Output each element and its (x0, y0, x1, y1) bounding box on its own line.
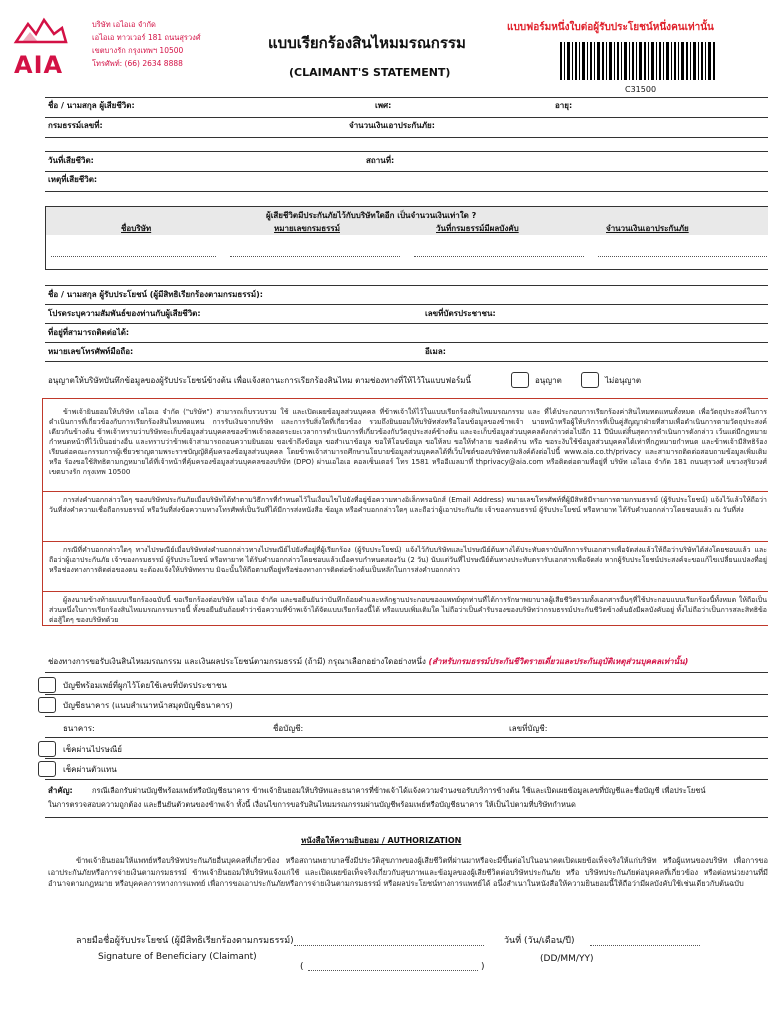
sex-label: เพศ: (375, 101, 392, 110)
signature-label-en: Signature of Beneficiary (Claimant) (98, 952, 257, 962)
column-company: ชื่อบริษัท (121, 224, 152, 233)
contact-address-label: ที่อยู่ที่สามารถติดต่อได้: (48, 328, 130, 337)
printed-name-field[interactable] (308, 970, 478, 971)
account-name-label: ชื่อบัญชี: (273, 724, 304, 733)
column-sum-insured: จำนวนเงินเอาประกันภัย (606, 224, 689, 233)
name-close-paren: ) (481, 962, 485, 972)
divider (45, 716, 768, 717)
mobile-label: หมายเลขโทรศัพท์มือถือ: (48, 347, 134, 356)
divider (43, 541, 768, 542)
date-format: (DD/MM/YY) (540, 954, 594, 964)
divider (45, 191, 768, 192)
bank-account-checkbox[interactable] (38, 697, 56, 713)
aia-logo (10, 8, 70, 80)
promptpay-label: บัญชีพร้อมเพย์ที่ผูกไว้โดยใช้เลขที่บัตรประชาชน (63, 681, 227, 690)
company-field[interactable] (51, 256, 216, 257)
account-number-label: เลขที่บัญชี: (509, 724, 548, 733)
divider (45, 342, 768, 343)
authorization-title: หนังสือให้ความยินยอม / AUTHORIZATION (301, 836, 462, 845)
id-card-label: เลขที่บัตรประชาชน: (425, 309, 496, 318)
signature-label: ลายมือชื่อผู้รับประโยชน์ (ผู้มีสิทธิเรียกร้องตามกรมธรรม์) (76, 936, 294, 946)
policy-number-field[interactable] (230, 256, 400, 257)
cheque-agent-label: เช็คผ่านตัวแทน (63, 765, 117, 774)
divider (45, 304, 768, 305)
form-title-en: (CLAIMANT'S STATEMENT) (289, 66, 451, 79)
important-label: สำคัญ: (48, 786, 73, 795)
divider (45, 97, 768, 98)
important-note-line1: กรณีเลือกรับผ่านบัญชีพร้อมเพย์หรือบัญชีธนาคาร ข้าพเจ้ายินยอมให้บริษัทและธนาคารที่ข้าพเจ้าได้แจ้งความจำนงขอรับบริการข้างต้น ใช้และเปิดเผยข้อมูลเลขที่บัญชีและชื่อบัญชี เพื่อประโยชน์ (92, 786, 706, 795)
divider (45, 137, 768, 138)
signature-field[interactable] (294, 945, 484, 946)
declaration-paragraph: ผู้ลงนามข้างท้ายแบบเรียกร้องฉบับนี้ ขอเรียกร้องต่อบริษัท เอไอเอ จำกัด และขอยืนยันว่าบันทึกถ้อยคำและหลักฐานประกอบของแพทย์ทุกท่านที่ได้การรักษาพยาบาลผู้เสียชีวิตรวมทั้งเอกสารอื่นๆที่ใช้ประกอบแบบเรียกร้องนี้ทั้งหมด ให้ถือเป็นส่วนหนึ่งในการเรียกร้องสินไหมมรณกรรมรายนี้ ทั้งขอยืนยันถ้อยคำว่าข้อความที่ข้าพเจ้าได้จัดแบบเรียกร้องนี้ได้ หรือแบบเพิ่มเติมใด ไม่ถือว่าเป็นคำรับรองของบริษัทว่ากรมธรรม์ประกันชีวิตข้างต้นยังมีผลบังคับอยู่ ทั้งไม่ถือว่าเป็นการสละสิทธิข้อต่อสู้ใดๆ ของบริษัทด้วย (49, 596, 767, 624)
deny-label: ไม่อนุญาต (605, 376, 642, 385)
deny-checkbox[interactable] (581, 372, 599, 388)
allow-checkbox[interactable] (511, 372, 529, 388)
cheque-mail-label: เช็คผ่านไปรษณีย์ (63, 745, 122, 754)
company-phone: โทรศัพท์: (66) 2634 8888 (92, 59, 183, 68)
barcode (560, 42, 716, 80)
divider (45, 323, 768, 324)
privacy-paragraph: ข้าพเจ้ายินยอมให้บริษัท เอไอเอ จำกัด ("บริษัท") สามารถเก็บรวบรวม ใช้ และเปิดเผยข้อมูลส่วนบุคคล ที่ข้าพเจ้าให้ไว้ในแบบเรียกร้องสินไหมมรณกรรม และ ที่ได้ประกอบการเรียกร้องค่าสินไหมทดแทนทั้งหมด เพื่อวัตถุประสงค์ในการดำเนินการที่เกี่ยวข้องกับการเรียกร้องสินไหมทดแทน การรับเงินจากบริษัท และการรับสิ่งใดที่เกี่ยวข้อง รวมถึงยินยอมให้บริษัทส่งหรือโอนข้อมูลของข้าพเจ้า นายหน้าหรือผู้ให้บริการที่เป็นคู่สัญญาฝ่ายที่สามเพื่อดำเนินการตามวัตถุประสงค์เดียวกันข้างต้น ข้าพเจ้าทราบว่าบริษัทจะเก็บข้อมูลส่วนบุคคลของข้าพเจ้าตลอดระยะเวลาการดำเนินการที่เกี่ยวข้องกับวัตถุประสงค์ข้างต้น และจะเก็บข้อมูลส่วนบุคคลดังกล่าวต่อไปอีก 11 ปีนับแต่สิ้นสุดการดำเนินการดังกล่าว เว้นแต่มีกฎหมายกำหนดหน้าที่ไว้เป็นอย่างอื่น และทราบว่าข้าพเจ้าสามารถถอนความยินยอม ขอเข้าถึงข้อมูล ขอสำเนาข้อมูล ขอให้โอนข้อมูล ขอให้ลบ ขอให้ทำลาย ขอคัดค้าน หรือ ขอระงับใช้ข้อมูลส่วนบุคคลได้เท่าที่กฎหมายกำหนด และข้าพเจ้ามีสิทธิร้องเรียนต่อคณะกรรมการผู้เชี่ยวชาญตามพระราชบัญญัติคุ้มครองข้อมูลส่วนบุคคล โดยข้าพเจ้าสามารถศึกษานโยบายข้อมูลส่วนบุคคลได้ที่เว็บไซต์ของบริษัทตามลิงค์ดังต่อไปนี้ www.aia.co.th/privacy และสามารถติดต่อสอบถามข้อมูลเพิ่มเติม หรือ ร้องขอใช้สิทธิตามกฎหมายได้ที่เจ้าหน้าที่คุ้มครองข้อมูลส่วนบุคคลของบริษัท (DPO) ผ่านเอไอเอ คอลเซ็นเตอร์ โทร 1581 หรืออีเมลมาที่ thprivacy@aia.com หรือติดต่อตามที่อยู่ที่ บริษัท เอไอเอ จำกัด 181 ถนนสุรวงศ์ แขวงสุริยวงศ์ เขตบางรัก กรุงเทพ 10500 (49, 408, 767, 476)
divider (43, 591, 768, 592)
allow-label: อนุญาต (535, 376, 562, 385)
divider (45, 737, 768, 738)
divider (45, 817, 768, 818)
notice-mail-paragraph: กรณีที่คำบอกกล่าวใดๆ ทางไปรษณีย์เมื่อบริษัทส่งคำบอกกล่าวทางไปรษณีย์ไปยังที่อยู่ที่ผู้เรียกร้อง (ผู้รับประโยชน์) แจ้งไว้กับบริษัทและไปรษณีย์ต้นทางได้ประทับตราบันทึกการรับเอกสารเพื่อจัดส่งแล้วให้ถือว่าบริษัทได้ส่งโดยชอบแล้ว และถือว่าผู้เอาประกันภัย เจ้าของกรมธรรม์ ผู้รับประโยชน์ หรือทายาท ได้รับคำบอกกล่าวโดยชอบแล้วเมื่อครบกำหนดสองวัน (2 วัน) นับแต่วันที่ไปรษณีย์ต้นทางประทับตรารับเอกสารเพื่อจัดส่ง หากผู้รับประโยชน์ประสงค์จะขอแก้ไขเปลี่ยนแปลงที่อยู่หรือช่องทางการติดต่อของตน จะต้องแจ้งให้บริษัททราบ มิฉะนั้นให้ถือตามที่อยู่หรือช่องทางการติดต่อข้างต้นเป็นหลักในการส่งคำบอกกล่าว (49, 546, 767, 574)
company-name: บริษัท เอไอเอ จำกัด (92, 20, 156, 29)
divider (45, 171, 768, 172)
sum-insured-label: จำนวนเงินเอาประกันภัย: (349, 121, 435, 130)
promptpay-checkbox[interactable] (38, 677, 56, 693)
beneficiary-name-label: ชื่อ / นามสกุล ผู้รับประโยชน์ (ผู้มีสิทธิเรียกร้องตามกรมธรรม์): (48, 290, 263, 299)
cause-of-death-label: เหตุที่เสียชีวิต: (48, 175, 98, 184)
payment-intro-note: (สำหรับกรมธรรม์ประกันชีวิตรายเดี่ยวและประกันอุบัติเหตุส่วนบุคคลเท่านั้น) (428, 657, 689, 666)
form-title: แบบเรียกร้องสินไหมมรณกรรม (268, 34, 466, 52)
divider (45, 361, 768, 362)
divider (45, 779, 768, 780)
divider (45, 758, 768, 759)
death-date-label: วันที่เสียชีวิต: (48, 156, 94, 165)
column-policy-number: หมายเลขกรมธรรม์ (274, 224, 340, 233)
date-label: วันที่ (วัน/เดือน/ปี) (504, 936, 575, 946)
policy-number-label: กรมธรรม์เลขที่: (48, 121, 103, 130)
divider (45, 117, 768, 118)
one-beneficiary-notice: แบบฟอร์มหนึ่งใบต่อผู้รับประโยชน์หนึ่งคนเท่านั้น (507, 22, 714, 33)
name-open-paren: ( (300, 962, 304, 972)
bank-account-label: บัญชีธนาคาร (แนบสำเนาหน้าสมุดบัญชีธนาคาร) (63, 701, 233, 710)
relationship-label: โปรดระบุความสัมพันธ์ของท่านกับผู้เสียชีวิต: (48, 309, 201, 318)
divider (45, 151, 768, 152)
authorization-text: ข้าพเจ้ายินยอมให้แพทย์หรือบริษัทประกันภัยอื่นบุคคลที่เกี่ยวข้อง หรือสถานพยาบาลซึ่งมีประวัติสุขภาพของผู้เสียชีวิตที่ผ่านมาหรือจะมีขึ้นต่อไปในอนาคตเปิดเผยข้อเท็จจริงให้แก่บริษัท หรือผู้แทนของบริษัท เพื่อการขอเอาประกันภัยหรือการจ่ายเงินตามกรมธรรม์ ข้าพเจ้ายินยอมให้บริษัทแจ้งแก่ใช้ และเปิดเผยข้อเท็จจริงเกี่ยวกับสุขภาพและข้อมูลของผู้เสียชีวิตต่อบริษัทประกันภัย หรือ บริษัทประกันภัยต่อบุคคลที่เกี่ยวข้อง หรือต่อหน่วยงานที่มีอำนาจตามกฎหมาย หรือบุคคลการทางการแพทย์ เพื่อการขอเอาประกันภัยหรือการจ่ายเงินตามกรมธรรม์ หรือผลประโยชน์ทางการแพทย์ได้ อนึ่งสำเนาในหนังสือให้ความยินยอมนี้ให้ถือว่ามีผลบังคับใช้เช่นเดียวกับต้นฉบับ (48, 856, 768, 888)
form-code: C31500 (625, 85, 657, 94)
logo-text: AIA (14, 51, 64, 79)
payment-intro-text: ช่องทางการขอรับเงินสินไหมมรณกรรม และเงินผลประโยชน์ตามกรมธรรม์ (ถ้ามี) กรุณาเลือกอย่างใดอย่างหนึ่ง (48, 657, 426, 666)
bank-name-label: ธนาคาร: (63, 724, 95, 733)
email-label: อีเมล: (425, 347, 446, 356)
payment-intro (48, 657, 688, 667)
column-effective-date: วันที่กรมธรรม์มีผลบังคับ (436, 224, 519, 233)
date-field[interactable] (590, 945, 700, 946)
notice-email-paragraph: การส่งคำบอกกล่าวใดๆ ของบริษัทประกันภัยเมื่อบริษัทได้ทำตามวิธีการที่กำหนดไว้ในเงื่อนไขไปยังที่อยู่ข้อความทางอิเล็กทรอนิกส์ (Email Address) หมายเลขโทรศัพท์ที่ผู้มีสิทธิมีรายการตามกรมธรรม์ (ผู้รับประโยชน์) แจ้งไว้แล้วให้ถือว่าวันที่ส่งคำความเชื่อถือกรมธรรม์ หรือวันที่ส่งข้อความทางโทรศัพท์เป็นวันที่ได้มีการส่งหนังสือ ข้อมูล หรือคำบอกกล่าวใดๆ และถือว่าผู้เอาประกันภัย เจ้าของกรมธรรม์ ผู้รับประโยชน์ หรือทายาท ได้รับคำบอกกล่าวโดยชอบแล้ว ณ วันที่ส่ง (49, 496, 767, 514)
consent-text: อนุญาตให้บริษัทบันทึกข้อมูลของผู้รับประโยชน์ข้างต้น เพื่อแจ้งสถานะการเรียกร้องสินไหม ตามช่องทางที่ให้ไว้ในแบบฟอร์มนี้ (48, 376, 472, 385)
age-label: อายุ: (555, 101, 573, 110)
important-note-line2: ในการตรวจสอบความถูกต้อง และยืนยันตัวตนของข้าพเจ้า ทั้งนี้ เงื่อนไขการขอรับสินไหมมรณกรรมผ่านบัญชีพร้อมเพย์หรือบัญชีธนาคาร ให้เป็นไปตามที่บริษัทกำหนด (48, 800, 576, 809)
deceased-name-label: ชื่อ / นามสกุล ผู้เสียชีวิต: (48, 101, 135, 110)
divider (43, 491, 768, 492)
divider (45, 285, 768, 286)
barcode-icon (560, 42, 716, 80)
divider (45, 694, 768, 695)
effective-date-field[interactable] (414, 256, 584, 257)
other-insurance-table (45, 206, 768, 270)
divider (45, 672, 768, 673)
cheque-mail-checkbox[interactable] (38, 741, 56, 757)
other-insurance-question: ผู้เสียชีวิตมีประกันภัยไว้กับบริษัทใดอีก เป็นจำนวนเงินเท่าใด ? (266, 211, 477, 220)
place-label: สถานที่: (366, 156, 395, 165)
company-address1: เอไอเอ ทาวเวอร์ 181 ถนนสุรวงศ์ (92, 33, 201, 42)
privacy-box (42, 398, 768, 626)
company-address2: เขตบางรัก กรุงเทพฯ 10500 (92, 46, 184, 55)
cheque-agent-checkbox[interactable] (38, 761, 56, 777)
sum-insured-field[interactable] (598, 256, 768, 257)
